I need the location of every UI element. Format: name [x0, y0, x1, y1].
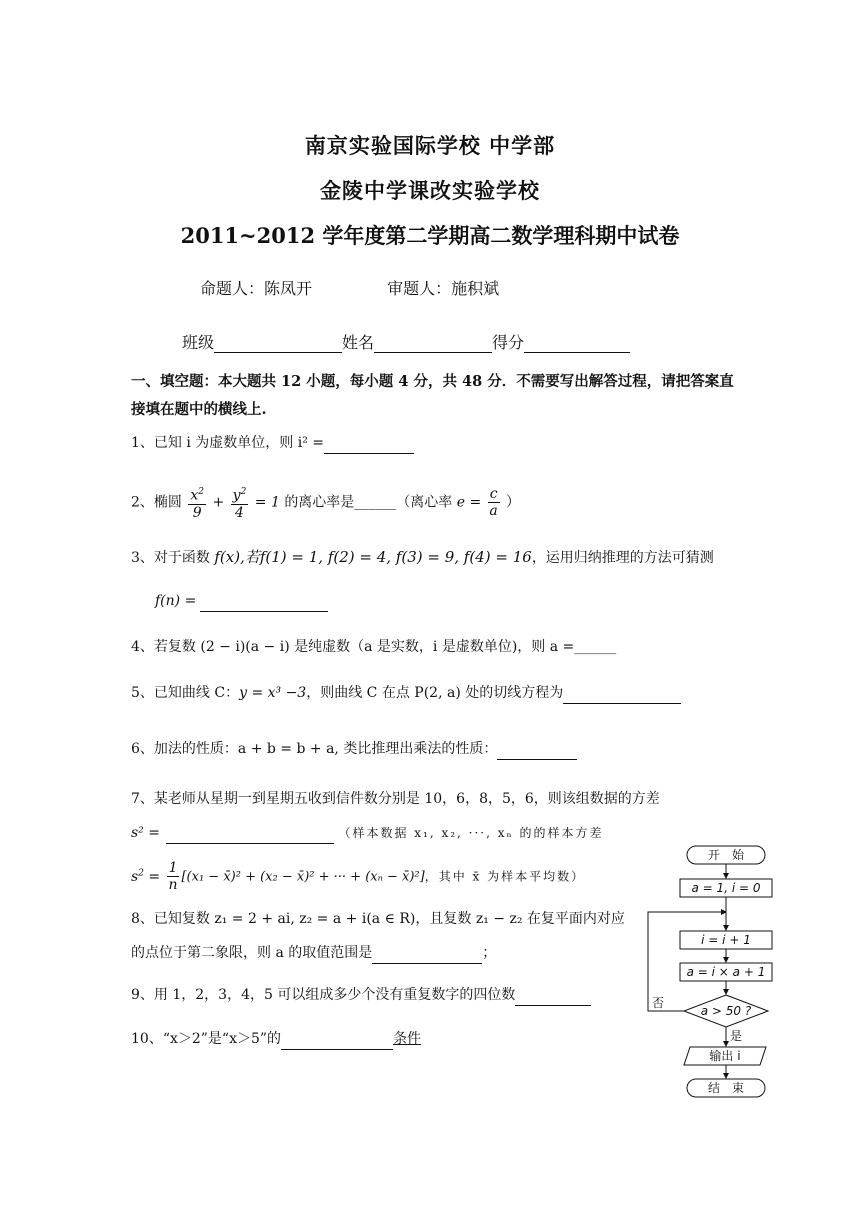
q3-pre: 3、对于函数 — [131, 550, 210, 566]
flowchart — [640, 838, 785, 1108]
fc-yes-label: 是 — [730, 1029, 743, 1043]
exam-title: 2011~2012 学年度第二学期高二数学理科期中试卷 — [180, 223, 680, 248]
name-blank[interactable] — [374, 336, 492, 353]
ellipse-frac-x: $\frac{x^2}{9}$ — [188, 484, 206, 521]
q9-text: 9、用 1，2，3，4，5 可以组成多少个没有重复数字的四位数 — [131, 987, 516, 1003]
q2-pre: 2、椭圆 — [131, 494, 182, 511]
question-7 — [131, 788, 660, 810]
q8-blank[interactable] — [372, 947, 482, 964]
q9-blank[interactable] — [515, 989, 591, 1006]
q5-blank[interactable] — [563, 687, 681, 704]
class-blank[interactable] — [214, 336, 342, 353]
q8-line2-text: 的点位于第二象限，则 a 的取值范围是 — [131, 945, 373, 961]
school-title: 南京实验国际学校 中学部 — [304, 133, 556, 158]
question-10 — [131, 1028, 421, 1050]
q6-text: 6、加法的性质：a + b = b + a, 类比推理出乘法的性质： — [131, 741, 498, 757]
question-3 — [131, 546, 714, 569]
variance-frac: $\frac{1}{n}$ — [168, 860, 178, 893]
question-2: 2、椭圆 $\frac{x^2}{9}$ + $\frac{y^2}{4}$ = 1 的离心率是______（离心率 e = $\frac{c}{a}$ ） — [131, 485, 520, 521]
name-label: 姓名 — [342, 333, 375, 352]
q6-blank[interactable] — [497, 743, 577, 760]
q10-pre: 10、“x＞2”是“x＞5”的 — [131, 1031, 282, 1047]
ellipse-frac-y: $\frac{y^2}{4}$ — [231, 484, 249, 521]
q5-math: y = x³ −3 — [239, 685, 307, 701]
fc-end-label: 结 束 — [707, 1081, 745, 1095]
fc-init-label: a = 1, i = 0 — [691, 881, 761, 895]
question-8-line2: 的点位于第二象限，则 a 的取值范围是 ； — [131, 942, 496, 964]
q7-text: 7、某老师从星期一到星期五收到信件数分别是 10，6，8，5，6，则该组数据的方差 — [131, 791, 660, 807]
section-heading: 一、填空题：本大题共 12 小题，每小题 4 分，共 48 分．不需要写出解答过程，请把答案直接填在题中的横线上. — [131, 373, 734, 418]
q7-formula-post: ，其中 x̄ 为样本平均数） — [424, 869, 586, 884]
setter: 命题人：陈凤开 — [200, 279, 313, 298]
question-6 — [131, 738, 577, 760]
q1-blank[interactable] — [324, 437, 414, 454]
fc-output-label: 输出 i — [709, 1049, 741, 1063]
q1-text: 1、已知 i 为虚数单位，则 i² = — [131, 435, 325, 451]
q3-fn: f(n) = — [155, 593, 197, 609]
question-9 — [131, 984, 591, 1006]
student-info-line — [182, 330, 630, 353]
q7-s2: s² = — [131, 825, 160, 841]
fc-condition-label: a > 50 ? — [700, 1004, 752, 1018]
authors-line — [200, 276, 569, 299]
q7-formula: [(x₁ − x̄)² + (x₂ − x̄)² + ··· + (xₙ − x̄)²] — [181, 869, 425, 885]
q7-blank[interactable] — [166, 827, 334, 844]
score-label: 得分 — [492, 333, 525, 352]
q7-note: （样本数据 x₁, x₂, ···, xₙ 的的样本方差 — [338, 826, 604, 840]
q10-post: 条件 — [393, 1031, 422, 1047]
eccentricity-frac: $\frac{c}{a}$ — [489, 485, 498, 519]
reviewer: 审题人：施积斌 — [387, 279, 500, 298]
question-5 — [131, 682, 681, 704]
q2-post: 的离心率是______（离心率 — [284, 494, 453, 511]
school-subtitle: 金陵中学课改实验学校 — [320, 178, 540, 203]
fc-start-label: 开 始 — [707, 848, 745, 862]
question-4: 4、若复数 (2 − i)(a − i) 是纯虚数（a 是实数，i 是虚数单位)，则 a =______ — [131, 639, 617, 655]
q3-math: f(x),若f(1) = 1, f(2) = 4, f(3) = 9, f(4) = 16 — [214, 548, 532, 566]
fc-no-label: 否 — [652, 996, 665, 1010]
fc-step1-label: i = i + 1 — [701, 933, 751, 947]
question-7-answer — [131, 822, 604, 844]
q10-blank[interactable] — [281, 1033, 393, 1050]
question-1 — [131, 432, 414, 454]
question-8: 8、已知复数 z₁ = 2 + ai, z₂ = a + i(a ∈ R)，且复数 z₁ − z₂ 在复平面内对应 — [131, 911, 625, 927]
question-7-formula: $s^2$ = $\frac{1}{n}$ [(x₁ − x̄)² + (x₂ − x̄)² + ··· + (xₙ − x̄)²]，其中 x̄ 为样本平均数） — [131, 860, 586, 893]
class-label: 班级 — [182, 333, 215, 352]
q3-post: ，运用归纳推理的方法可猜测 — [531, 550, 714, 566]
q3-blank[interactable] — [200, 595, 328, 612]
question-3-answer — [155, 590, 328, 612]
fc-step2-label: a = i × a + 1 — [686, 965, 766, 979]
q5-pre: 5、已知曲线 C： — [131, 685, 240, 701]
score-blank[interactable] — [524, 336, 630, 353]
q5-post: ，则曲线 C 在点 P(2, a) 处的切线方程为 — [306, 685, 564, 701]
